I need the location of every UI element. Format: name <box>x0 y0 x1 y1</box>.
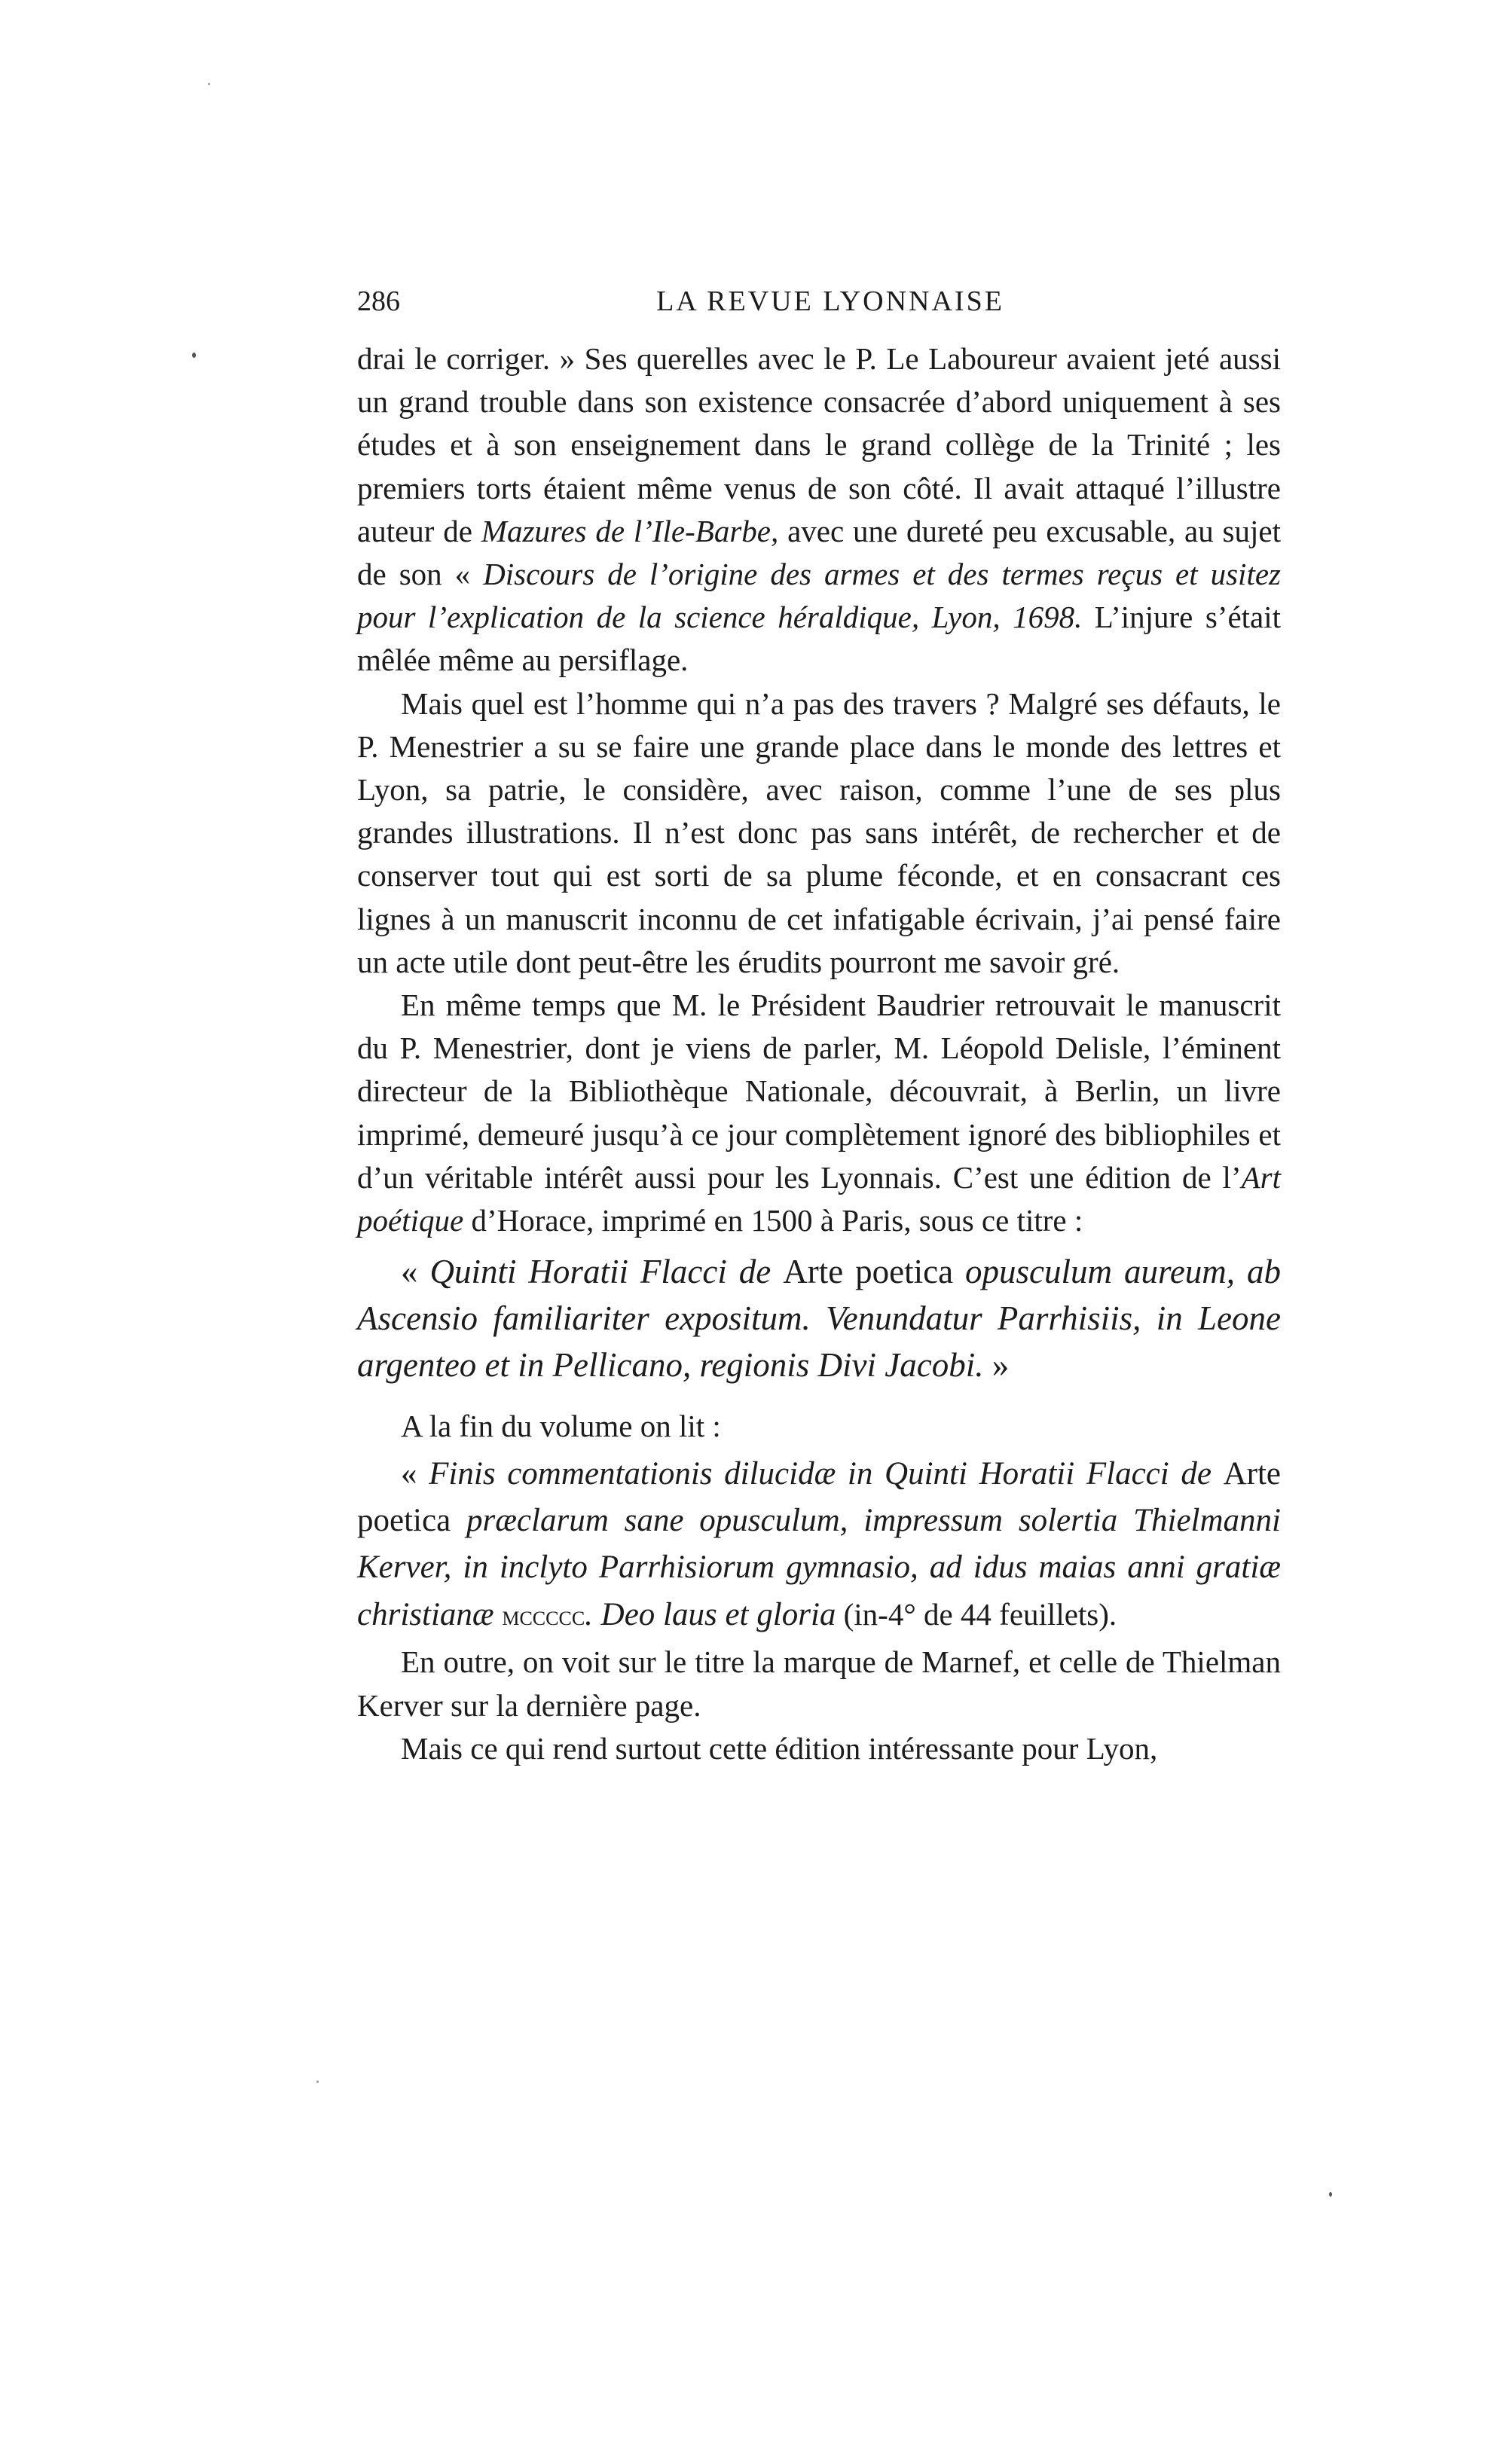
paragraph-4: A la fin du volume on lit : <box>401 1409 721 1444</box>
quotation-colophon-roman: Arte poetica <box>357 1456 1281 1539</box>
paragraph-1 <box>357 337 1281 682</box>
page-number: 286 <box>357 285 400 317</box>
quotation-colophon-open: « <box>401 1456 429 1492</box>
paragraph-1-text-c: L’injure s’était mêlée même au persiflage. <box>357 600 1282 678</box>
paragraph-5: En outre, on voit sur le titre la marque de Marnef, et celle de Thielman Kerver sur la dernière page. <box>357 1644 1281 1723</box>
quotation-title-part-a: Quinti Horatii Flacci de <box>429 1253 784 1291</box>
quotation-title-close: » <box>983 1346 1010 1385</box>
quotation-colophon <box>357 1451 1281 1639</box>
paragraph-1-text-b: avec une dureté peu excusable, au sujet de son « <box>357 513 1281 592</box>
ink-speck <box>316 2081 319 2083</box>
quotation-colophon-part-b: præclarum sane opusculum, impressum solertia Thielmanni Kerver, in inclyto Parrhisiorum gymnasio, ad idus maias anni gratiæ christianæ <box>357 1503 1281 1633</box>
quotation-colophon-date: mccccc <box>502 1600 585 1632</box>
quotation-colophon-part-a: Finis commentationis dilucidæ in Quinti Horatii Flacci de <box>429 1456 1224 1492</box>
paragraph-3-title-art-poetique: Art poétique <box>357 1159 1281 1238</box>
quotation-colophon-format: (in-4° de 44 feuillets). <box>836 1597 1117 1632</box>
running-title: LA REVUE LYONNAISE <box>656 285 1004 317</box>
ink-speck <box>208 83 210 85</box>
paragraph-2: Mais quel est l’homme qui n’a pas des travers ? Malgré ses défauts, le P. Menestrier a su se faire une grande place dans le monde des lettres et Lyon, sa patrie, le considère, avec raison, comme l’une de ses plus grandes illustrations. Il n’est donc pas sans intérêt, de rechercher et de conserver tout qui est sorti de sa plume féconde, et en consacrant ces lignes à un manuscrit inconnu de cet infatigable écrivain, j’ai pensé faire un acte utile dont peut-être les érudits pourront me savoir gré. <box>357 685 1281 979</box>
body-text <box>357 337 1281 1770</box>
ink-speck <box>1329 2192 1332 2197</box>
quotation-colophon-part-c: . Deo laus et gloria <box>585 1597 836 1633</box>
quotation-title-open: « <box>401 1253 430 1291</box>
quotation-title-part-b: opusculum aureum, ab Ascensio familiariter expositum. Venundatur Parrhisiis, in Leone argenteo et in Pellicano, regionis Divi Jacobi. <box>357 1253 1281 1385</box>
paragraph-1-title-discours: Discours de l’origine des armes et des termes reçus et usitez pour l’explication de la science héraldique, Lyon, 1698. <box>357 557 1281 635</box>
paragraph-1-text-a: drai le corriger. » Ses querelles avec le P. Le Laboureur avaient jeté aussi un grand trouble dans son existence consacrée d’abord uniquement à ses études et à son enseignement dans le grand collège de la Trinité ; les premiers torts étaient même venus de son côté. Il avait attaqué l’illustre auteur de <box>357 341 1281 548</box>
paragraph-3-text-a: En même temps que M. le Président Baudrier retrouvait le manuscrit du P. Menestrier, dont je viens de parler, M. Léopold Delisle, l’éminent directeur de la Bibliothèque Nationale, découvrait, à Berlin, un livre imprimé, demeuré jusqu’à ce jour complètement ignoré des bibliophiles et d’un véritable intérêt aussi pour les Lyonnais. C’est une édition de l’ <box>357 988 1281 1195</box>
paragraph-6: Mais ce qui rend surtout cette édition intéressante pour Lyon, <box>401 1730 1158 1766</box>
ink-speck <box>192 353 196 358</box>
quotation-title-roman: Arte poetica <box>783 1253 954 1291</box>
paragraph-3 <box>357 984 1281 1242</box>
paragraph-3-text-b: d’Horace, imprimé en 1500 à Paris, sous ce titre : <box>463 1203 1083 1238</box>
page-header <box>357 285 1281 330</box>
paragraph-1-title-mazures: Mazures de l’Ile-Barbe, <box>481 513 779 548</box>
quotation-title <box>357 1248 1281 1388</box>
